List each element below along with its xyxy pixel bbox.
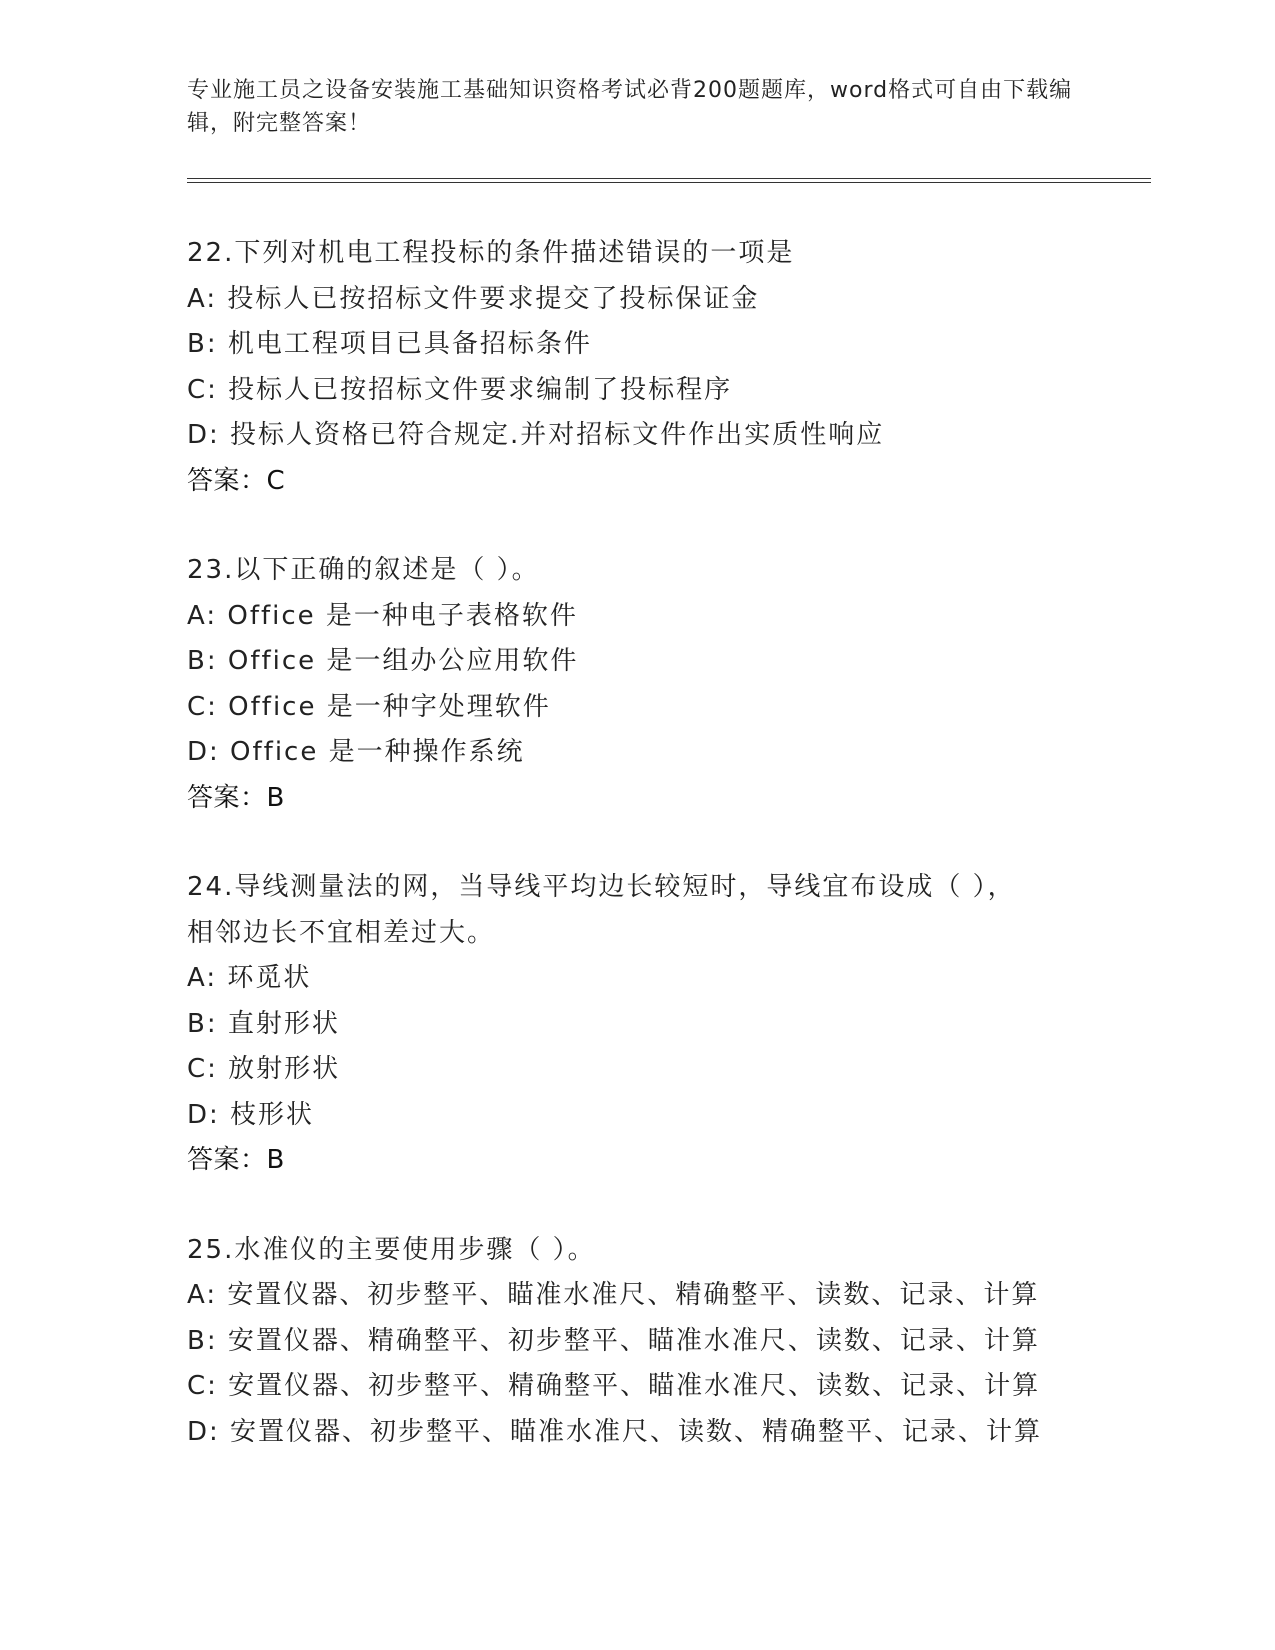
option-a: A: 环觅状 <box>187 963 312 993</box>
question-stem: 24.导线测量法的网，当导线平均边长较短时，导线宜布设成（ ），相邻边长不宜相差过大。 <box>187 872 1016 948</box>
option-c: C: Office 是一种字处理软件 <box>187 691 551 722</box>
question-25 <box>187 1228 1147 1456</box>
question-stem: 23.以下正确的叙述是（ ）。 <box>187 555 540 585</box>
option-c: C: 安置仪器、初步整平、精确整平、瞄准水准尺、读数、记录、计算 <box>187 1371 1041 1401</box>
option-b: B: 机电工程项目已具备招标条件 <box>187 329 592 359</box>
option-b: B: 直射形状 <box>187 1008 340 1039</box>
option-d: D: 枝形状 <box>187 1099 315 1130</box>
option-a: A: 安置仪器、初步整平、瞄准水准尺、精确整平、读数、记录、计算 <box>187 1280 1040 1310</box>
document-header: 专业施工员之设备安装施工基础知识资格考试必背200题题库，word格式可自由下载编辑，附完整答案！ <box>187 78 1073 136</box>
option-b: B: 安置仪器、精确整平、初步整平、瞄准水准尺、读数、记录、计算 <box>187 1325 1040 1356</box>
answer-text: 答案：B <box>187 1145 285 1175</box>
option-d: D: 安置仪器、初步整平、瞄准水准尺、读数、精确整平、记录、计算 <box>187 1416 1043 1447</box>
question-stem: 22.下列对机电工程投标的条件描述错误的一项是 <box>187 238 795 268</box>
option-c: C: 放射形状 <box>187 1054 341 1084</box>
option-a: A: Office 是一种电子表格软件 <box>187 600 578 631</box>
option-a: A: 投标人已按招标文件要求提交了投标保证金 <box>187 283 760 314</box>
option-c: C: 投标人已按招标文件要求编制了投标程序 <box>187 374 733 405</box>
option-d: D: 投标人资格已符合规定.并对招标文件作出实质性响应 <box>187 420 885 450</box>
answer-text: 答案：B <box>187 782 285 813</box>
answer-text: 答案：C <box>187 465 286 496</box>
question-stem: 25.水准仪的主要使用步骤（ ）。 <box>187 1234 596 1265</box>
question-23 <box>187 548 1147 821</box>
question-24 <box>187 865 1147 1184</box>
header-divider <box>187 178 1151 183</box>
question-22 <box>187 231 1147 504</box>
question-list <box>187 231 1147 1499</box>
option-d: D: Office 是一种操作系统 <box>187 737 525 767</box>
option-b: B: Office 是一组办公应用软件 <box>187 646 579 676</box>
